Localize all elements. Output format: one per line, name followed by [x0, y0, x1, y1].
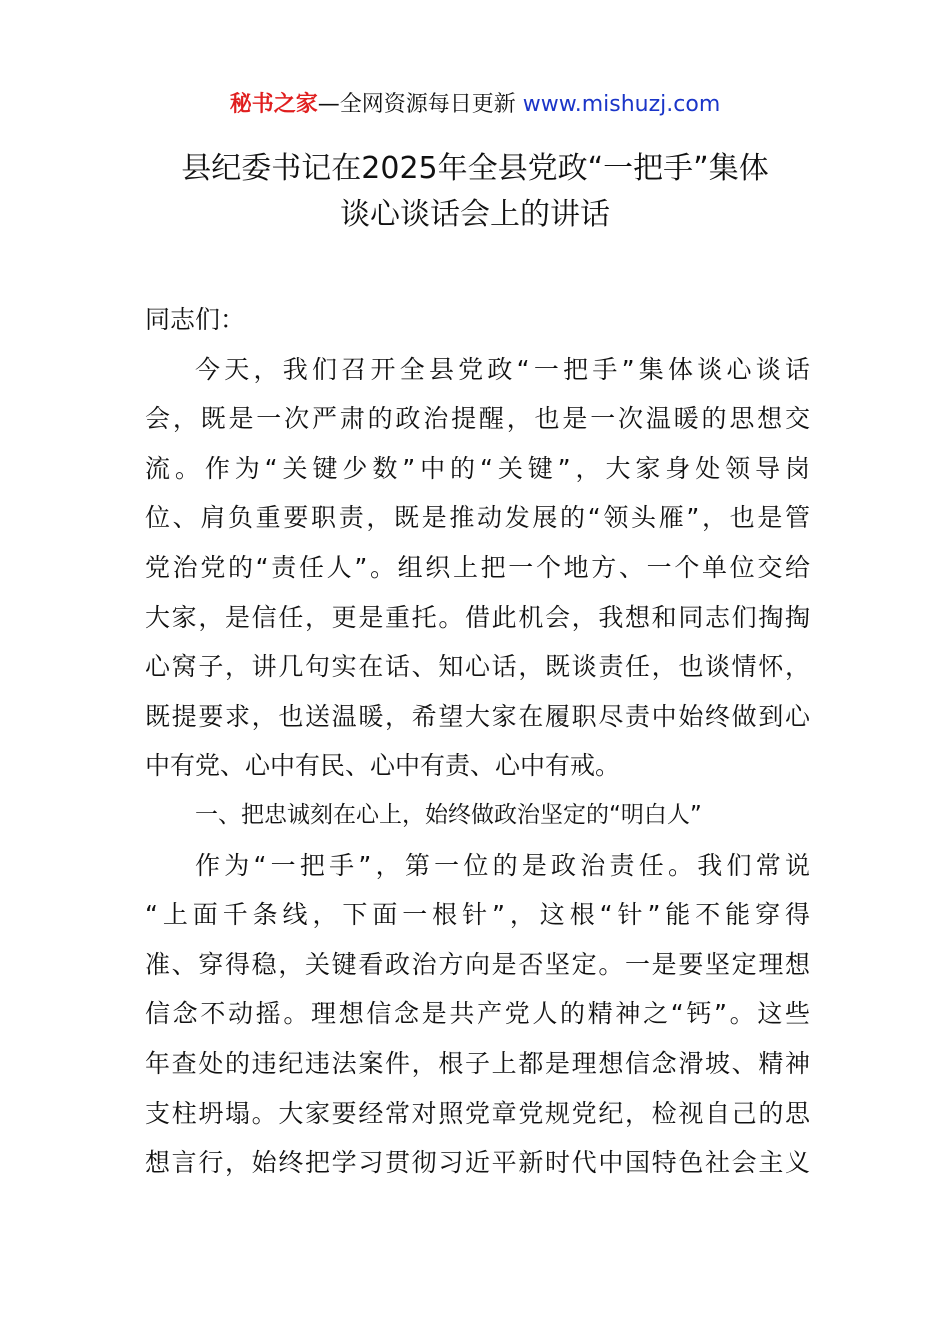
paragraph-line: 大家，是信任，更是重托。借此机会，我想和同志们掏掏	[145, 602, 810, 632]
paragraph-line: 信念不动摇。理想信念是共产党人的精神之“钙”。这些	[145, 999, 810, 1029]
paragraph-line: 支柱坍塌。大家要经常对照党章党规党纪，检视自己的思	[145, 1098, 810, 1128]
paragraph-line: 位、肩负重要职责，既是推动发展的“领头雁”，也是管	[145, 503, 810, 533]
paragraph-line: 想言行，始终把学习贯彻习近平新时代中国特色社会主义	[145, 1148, 810, 1178]
title-line-1: 县纪委书记在2025年全县党政“一把手”集体	[181, 151, 769, 186]
paragraph-line: 作为“一把手”，第一位的是政治责任。我们常说	[195, 850, 810, 880]
salutation: 同志们：	[145, 305, 246, 334]
paragraph-line: 流。作为“关键少数”中的“关键”，大家身处领导岗	[145, 453, 810, 483]
paragraph-line: 会，既是一次严肃的政治提醒，也是一次温暖的思想交	[145, 404, 810, 434]
document-body	[145, 295, 810, 1188]
paragraph-line: 心窝子，讲几句实在话、知心话，既谈责任，也谈情怀，	[145, 652, 810, 682]
section-heading: 一、把忠诚刻在心上，始终做政治坚定的“明白人”	[195, 801, 702, 828]
paragraph-line: 年查处的违纪违法案件，根子上都是理想信念滑坡、精神	[145, 1048, 810, 1078]
document-title	[0, 146, 950, 238]
paragraph-line: “上面千条线，下面一根针”，这根“针”能不能穿得	[145, 900, 810, 930]
paragraph-line: 党治党的“责任人”。组织上把一个地方、一个单位交给	[145, 552, 810, 582]
brand-name: 秘书之家	[229, 92, 318, 117]
paragraph-line: 既提要求，也送温暖，希望大家在履职尽责中始终做到心	[145, 701, 810, 731]
header-tagline: —全网资源每日更新	[317, 92, 523, 117]
site-header	[0, 88, 950, 122]
paragraph-line: 中有党、心中有民、心中有责、心中有戒。	[145, 751, 621, 781]
title-line-2: 谈心谈话会上的讲话	[340, 197, 610, 232]
paragraph-line: 今天，我们召开全县党政“一把手”集体谈心谈话	[195, 354, 810, 384]
site-url-link[interactable]: www.mishuzj.com	[522, 92, 721, 117]
paragraph-line: 准、穿得稳，关键看政治方向是否坚定。一是要坚定理想	[145, 949, 810, 979]
